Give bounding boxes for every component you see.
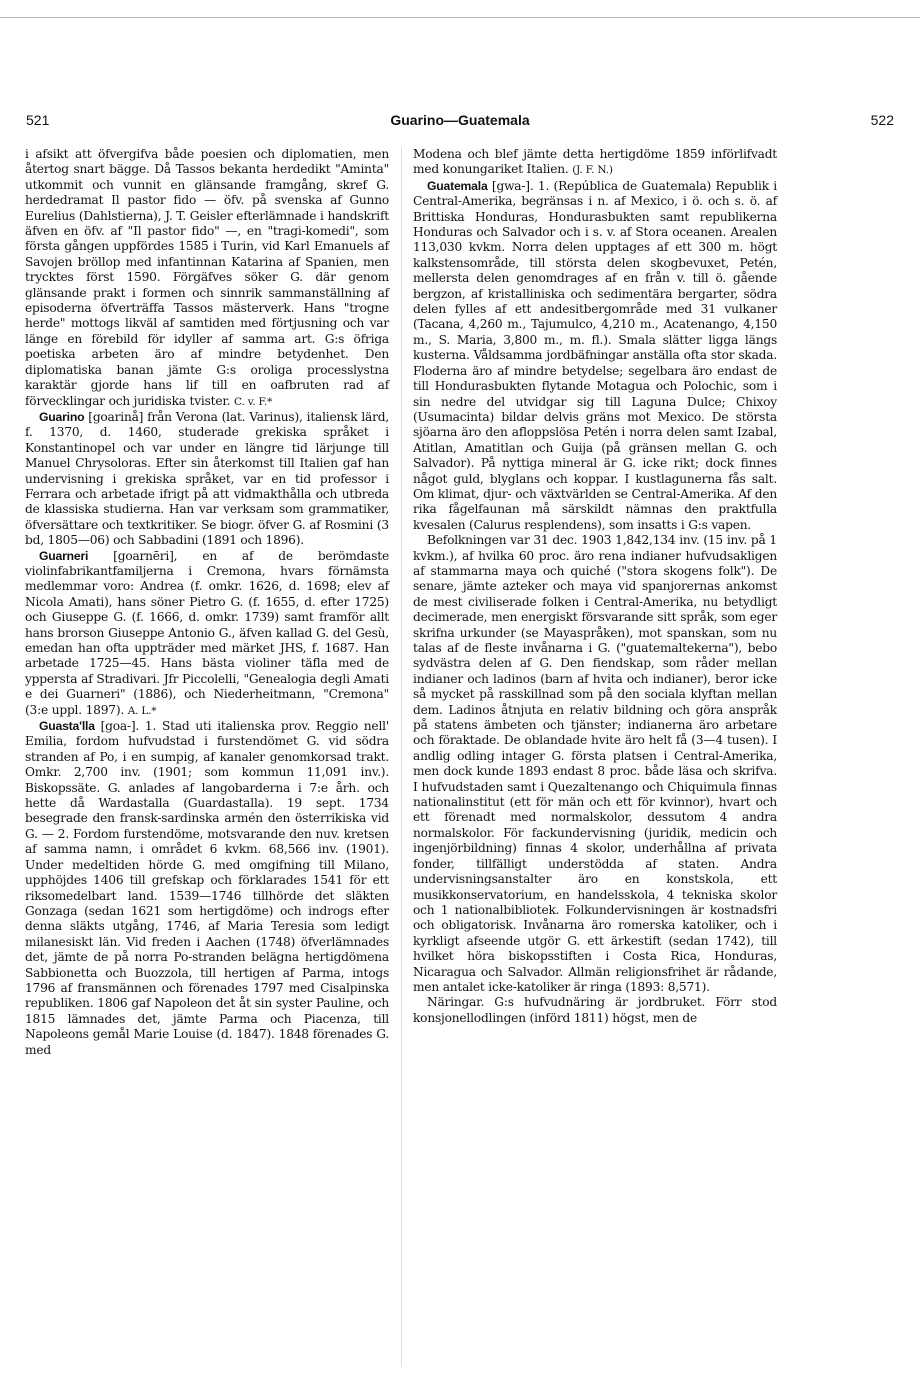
running-title: Guarino—Guatemala bbox=[390, 112, 530, 128]
left-page-number: 521 bbox=[26, 112, 50, 128]
entry-guastalla bbox=[25, 719, 389, 1058]
section-befolkning bbox=[413, 533, 777, 995]
continuation-text: i afsikt att öfvergifva både poesien och diplomatien, men återtog snart bägge. Då Tassos bekanta herdedikt "Aminta" utkommit och vunnit en glänsande framgång, skref G. herdedramat Il pastor fido — öfv. på svenska af Gunno Eurelius (Dahlstierna), J. T. Geisler efterlämnade i handskrift äfven en öfv. af "Il pastor fido" —, en "tragi-komedi", som första gången uppfördes 1585 i Turin, vid Karl Emanuels af Savojen bröllop med infantinnan Katarina af Spanien, men trycktes först 1590. Förgäfves söker G. där genom glänsande prakt i formen och sinnrik sammanställning af episoderna öfverträffa Tassos mästerverk. Hans "trogne herde" mottogs likväl af samtiden med förtjusning och var länge en förebild för idyller af samma art. G:s öfriga poetiska arbeten äro af mindre betydenhet. Den diplomatiska banan jämte G:s oroliga processlystna karaktär gjorde hans lif till en oafbruten rad af förvecklingar och juridiska tvister. bbox=[25, 147, 389, 408]
column-divider bbox=[401, 147, 402, 1367]
entry-text: [gwa-]. 1. (República de Guatemala) Republik i Central-Amerika, begränsas i n. af Mexico, i ö. och s. ö. af Brittiska Honduras, Hondurasbukten samt republikerna Honduras och Salvador och i s. v. af Stora oceanen. Arealen 113,030 kvkm. Norra delen upptages af ett 300 m. högt kalkstensområde, till största delen skogbevuxet, Petén, mellersta delen genomdrages af en från v. till ö. gående bergzon, af kristalliniska och sedimentära bergarter, södra delen fylles af ett andesitbergområde med 31 vulkaner (Tacana, 4,260 m., Tajumulco, 4,210 m., Acatenango, 4,150 m., S. Maria, 3,800 m., m. fl.). Smala slätter ligga längs kusterna. Våldsamma jordbäfningar anställa ofta stor skada. Floderna äro af mindre betydelse; segelbara äro endast de till Hondurasbukten flytande Motagua och Polochic, som i sin nedre del utvidgar sig till Laguna Dulce; Chixoy (Usumacinta) bildar delvis gräns mot Mexico. De största sjöarna äro den afloppslösa Petén i norra delen samt Izabal, Atitlan, Amatitlan och Guija (på gränsen mellan G. och Salvador). På nyttiga mineral är G. icke rikt; dock finnes något guld, blyglans och koppar. I kustlagunerna fås salt. Om klimat, djur- och växtvärlden se Central-Amerika. Af den rika fågelfaunan må särskildt nämnas den praktfulla kvesalen (Calurus resplendens), som insatts i G:s vapen. bbox=[413, 178, 777, 532]
entry-text: [goa-]. 1. Stad uti italienska prov. Reggio nell' Emilia, fordom hufvudstad i furstendömet G. vid södra stranden af Po, i en sumpig, af kanaler genomkorsad trakt. Omkr. 2,700 inv. (1901; som kommun 11,091 inv.). Biskopssäte. G. anlades af langobarderna i 7:e årh. och hette då Wardastalla (Guardastalla). 19 sept. 1734 besegrade den fransk-sardinska armén den österrikiska vid G. — 2. Fordom furstendöme, motsvarande den nuv. kretsen af samma namn, i området 6 kvkm. 68,566 inv. (1901). Under medeltiden hörde G. med omgifning till Milano, upphöjdes 1406 till grefskap och förklarades 1541 för ett riksomedelbart land. 1539—1746 tillhörde det släkten Gonzaga (sedan 1621 som hertigdöme) och indrogs efter denna släkts utgång, 1746, af Maria Teresia som ledigt milanesiskt län. Vid freden i Aachen (1748) öfverlämnades det, jämte de på norra Po-stranden belägna hertigdömena Sabbionetta och Buozzola, till hertigen af Parma, intogs 1796 af fransmännen och förenades 1797 med Cisalpinska republiken. 1806 gaf Napoleon det åt sin syster Pauline, och 1815 lämnades det, jämte Parma och Piacenza, till Napoleons gemål Marie Louise (d. 1847). 1848 förenades G. med bbox=[25, 719, 389, 1057]
entry-guarino bbox=[25, 410, 389, 549]
headword: Guarino bbox=[39, 409, 85, 424]
author-signature: A. L.* bbox=[127, 704, 157, 717]
section-text: Näringar. G:s hufvudnäring är jordbruket. Förr stod konsjonellodlingen (införd 1811) högst, men de bbox=[413, 995, 777, 1025]
left-column bbox=[25, 147, 389, 1058]
entry-text: [goarnēri], en af de berömdaste violinfabrikantfamiljerna i Cremona, hvars förnämsta medlemmar voro: Andrea (f. omkr. 1626, d. 1698; elev af Nicola Amati), hans söner Pietro G. (f. 1655, d. efter 1725) och Giuseppe G. (f. 1666, d. omkr. 1739) samt framför allt hans brorson Giuseppe Antonio G., äfven kallad G. del Gesù, emedan han ofta uppträder med märket JHS, f. 1687. Han arbetade 1725—45. Hans bästa violiner täfla med de yppersta af Stradivari. Jfr Piccolelli, "Genealogia degli Amati e dei Guarneri" (1886), och Niederheitmann, "Cremona" (3:e uppl. 1897). bbox=[25, 548, 389, 717]
entry-continuation bbox=[413, 147, 777, 179]
entry-guarneri bbox=[25, 549, 389, 719]
entry-text: [goarinå] från Verona (lat. Varinus), italiensk lärd, f. 1370, d. 1460, studerade grekiska språket i Konstantinopel och var under en längre tid lärjunge till Manuel Chrysoloras. Efter sin återkomst till Italien gaf han undervisning i grekiska språket, var en tid professor i Ferrara och arbetade ifrigt på att vidmakthålla och utbreda de klassiska studierna. Han var verksam som grammatiker, öfversättare och textkritiker. Se biogr. öfver G. af Rosmini (3 bd, 1805—06) och Sabbadini (1891 och 1896). bbox=[25, 409, 389, 548]
headword: Guarneri bbox=[39, 548, 89, 563]
entry-continuation bbox=[25, 147, 389, 410]
author-signature: (J. F. N.) bbox=[572, 164, 613, 177]
headword: Guatemala bbox=[427, 178, 488, 193]
author-signature: C. v. F.* bbox=[234, 395, 273, 408]
entry-guatemala bbox=[413, 179, 777, 533]
right-column bbox=[413, 147, 777, 1026]
continuation-text: Modena och blef jämte detta hertigdöme 1859 införlifvadt med konungariket Italien. bbox=[413, 147, 777, 177]
right-page-number: 522 bbox=[870, 112, 894, 128]
headword: Guasta'lla bbox=[39, 719, 95, 734]
top-rule bbox=[0, 17, 920, 18]
page-header bbox=[26, 112, 894, 134]
section-text: Befolkningen var 31 dec. 1903 1,842,134 inv. (15 inv. på 1 kvkm.), af hvilka 60 proc. äro rena indianer hufvudsakligen af stammarna maya och quiché ("stora skogens folk"). De senare, jämte azteker och maya vid spanjorernas ankomst de mest civiliserade folken i Central-Amerika, nu betydligt decimerade, men energiskt försvarande sitt språk, som eger skrifna urkunder (se Mayaspråken), mot spanskan, som nu talas af de fleste invånarna i G. ("guatemaltekerna"), bebo sydvästra delen af G. Den fiendskap, som råder mellan indianer och ladinos (barn af hvita och indianer), beror icke så mycket på rasskillnad som på den sociala klyftan mellan dem. Ladinos åtnjuta en relativ bildning och göra anspråk på statens ämbeten och tjänster; indianerna äro arbetare och föraktade. De oblandade hvite äro helt få (3—4 tusen). I andlig odling intager G. första platsen i Central-Amerika, men dock kunde 1893 endast 8 proc. både läsa och skrifva. I hufvudstaden samt i Quezaltenango och Chiquimula finnas nationalinstitut (ett för män och ett för kvinnor), hvart och ett förenadt med normalskolor, dessutom 4 andra normalskolor. För fackundervisning (juridik, medicin och ingenjörbildning) finnas 4 skolor, underhållna af privata fonder, tillfälligt understödda af staten. Andra undervisningsanstalter äro en konstskola, ett musikkonservatorium, en handelsskola, 4 tekniska skolor och 1 nationalbibliotek. Folkundervisningen är kostnadsfri och obligatorisk. Invånarna äro romerska katoliker, och i kyrkligt afseende utgör G. ett ärkestift (sedan 1742), till hvilket höra biskopsstiften i Costa Rica, Honduras, Nicaragua och Salvador. Allmän religionsfrihet är rådande, men antalet icke-katoliker är ringa (1893: 8,571). bbox=[413, 533, 777, 994]
section-naringar bbox=[413, 995, 777, 1026]
